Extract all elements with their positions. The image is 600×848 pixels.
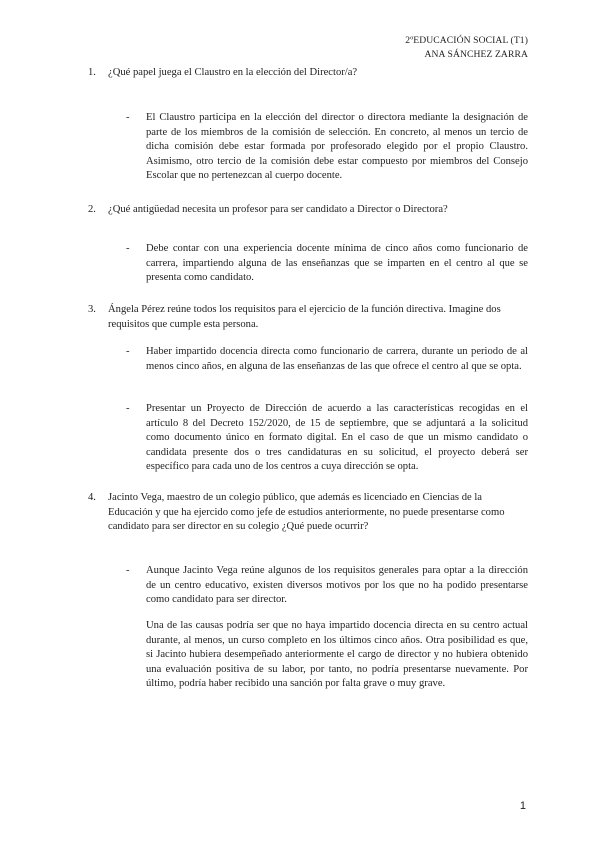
answer-text: El Claustro participa en la elección del director o directora mediante la designación de parte de los miembros de la comisión de selección. En concreto, al menos un tercio de dicha comisión debe estar formada por profesorado elegido por el propio Claustro. Asimismo, otro tercio de la comisión debe estar compuesto por miembros del Consejo Escolar que no pertenezcan al cuerpo docente. (146, 112, 528, 182)
question-text: Ángela Pérez reúne todos los requisitos para el ejercicio de la función directiva. Imagine dos requisitos que cumple esta persona. (108, 304, 501, 330)
question-text: ¿Qué antigüedad necesita un profesor para ser candidato a Director o Directora? (108, 204, 448, 215)
question-number: 4. (88, 492, 96, 503)
page-header (405, 34, 528, 62)
question-number: 2. (88, 204, 96, 215)
answer-text: Aunque Jacinto Vega reúne algunos de los requisitos generales para optar a la dirección de un centro educativo, existen diversos motivos por los que no ha podido presentarse como candidato para ser director. (146, 565, 528, 606)
question-1 (88, 66, 528, 81)
question-number: 3. (88, 304, 96, 315)
header-course: 2ºEDUCACIÓN SOCIAL (T1) (405, 35, 528, 46)
answer-4-paragraph: Una de las causas podría ser que no haya impartido docencia directa en su centro actual durante, al menos, un curso completo en los últimos cinco años. Otra posibilidad es que, si Jacinto hubiera desempeñado anteriormente el cargo de director y no hubiera obtenido una evaluación positiva de su labor, por tanto, no podría presentarse nuevamente. Por último, podría haber recibido una sanción por falta grave o muy grave. (146, 620, 528, 690)
answer-3-2 (126, 402, 528, 475)
answer-1-1 (126, 111, 528, 184)
page-number: 1 (519, 800, 526, 812)
answer-text: Presentar un Proyecto de Dirección de acuerdo a las características recogidas en el artículo 8 del Decreto 152/2020, de 15 de septiembre, que se adjuntará a la solicitud como documento único en formato digital. En el caso de que un mismo candidato o candidata presente dos o tres candidaturas en su solicitud, el proyecto deberá ser específico para cada uno de los centros a cuya dirección se opta. (146, 403, 528, 473)
question-3 (88, 303, 528, 332)
answer-text: Haber impartido docencia directa como funcionario de carrera, durante un periodo de al menos cinco años, en alguna de las enseñanzas de las que ofrece el centro al que se opta. (146, 346, 528, 372)
question-number: 1. (88, 67, 96, 78)
bullet-dash: - (126, 565, 130, 576)
question-2 (88, 203, 528, 218)
bullet-dash: - (126, 112, 130, 123)
answer-4-1 (126, 564, 528, 608)
question-4 (88, 491, 528, 535)
question-text: ¿Qué papel juega el Claustro en la elección del Director/a? (108, 67, 358, 78)
answer-2-1 (126, 242, 528, 286)
answer-text: Debe contar con una experiencia docente mínima de cinco años como funcionario de carrera, impartiendo alguna de las enseñanzas que se imparten en el centro al que se presenta como candidato. (146, 243, 528, 284)
header-author: ANA SÁNCHEZ ZARRA (424, 49, 528, 60)
bullet-dash: - (126, 243, 130, 254)
answer-3-1 (126, 345, 528, 374)
question-text: Jacinto Vega, maestro de un colegio público, que además es licenciado en Ciencias de la Educación y que ha ejercido como jefe de estudios anteriormente, no puede presentarse como candidato para ser director en su colegio ¿Qué puede ocurrir? (108, 492, 505, 532)
bullet-dash: - (126, 403, 130, 414)
bullet-dash: - (126, 346, 130, 357)
